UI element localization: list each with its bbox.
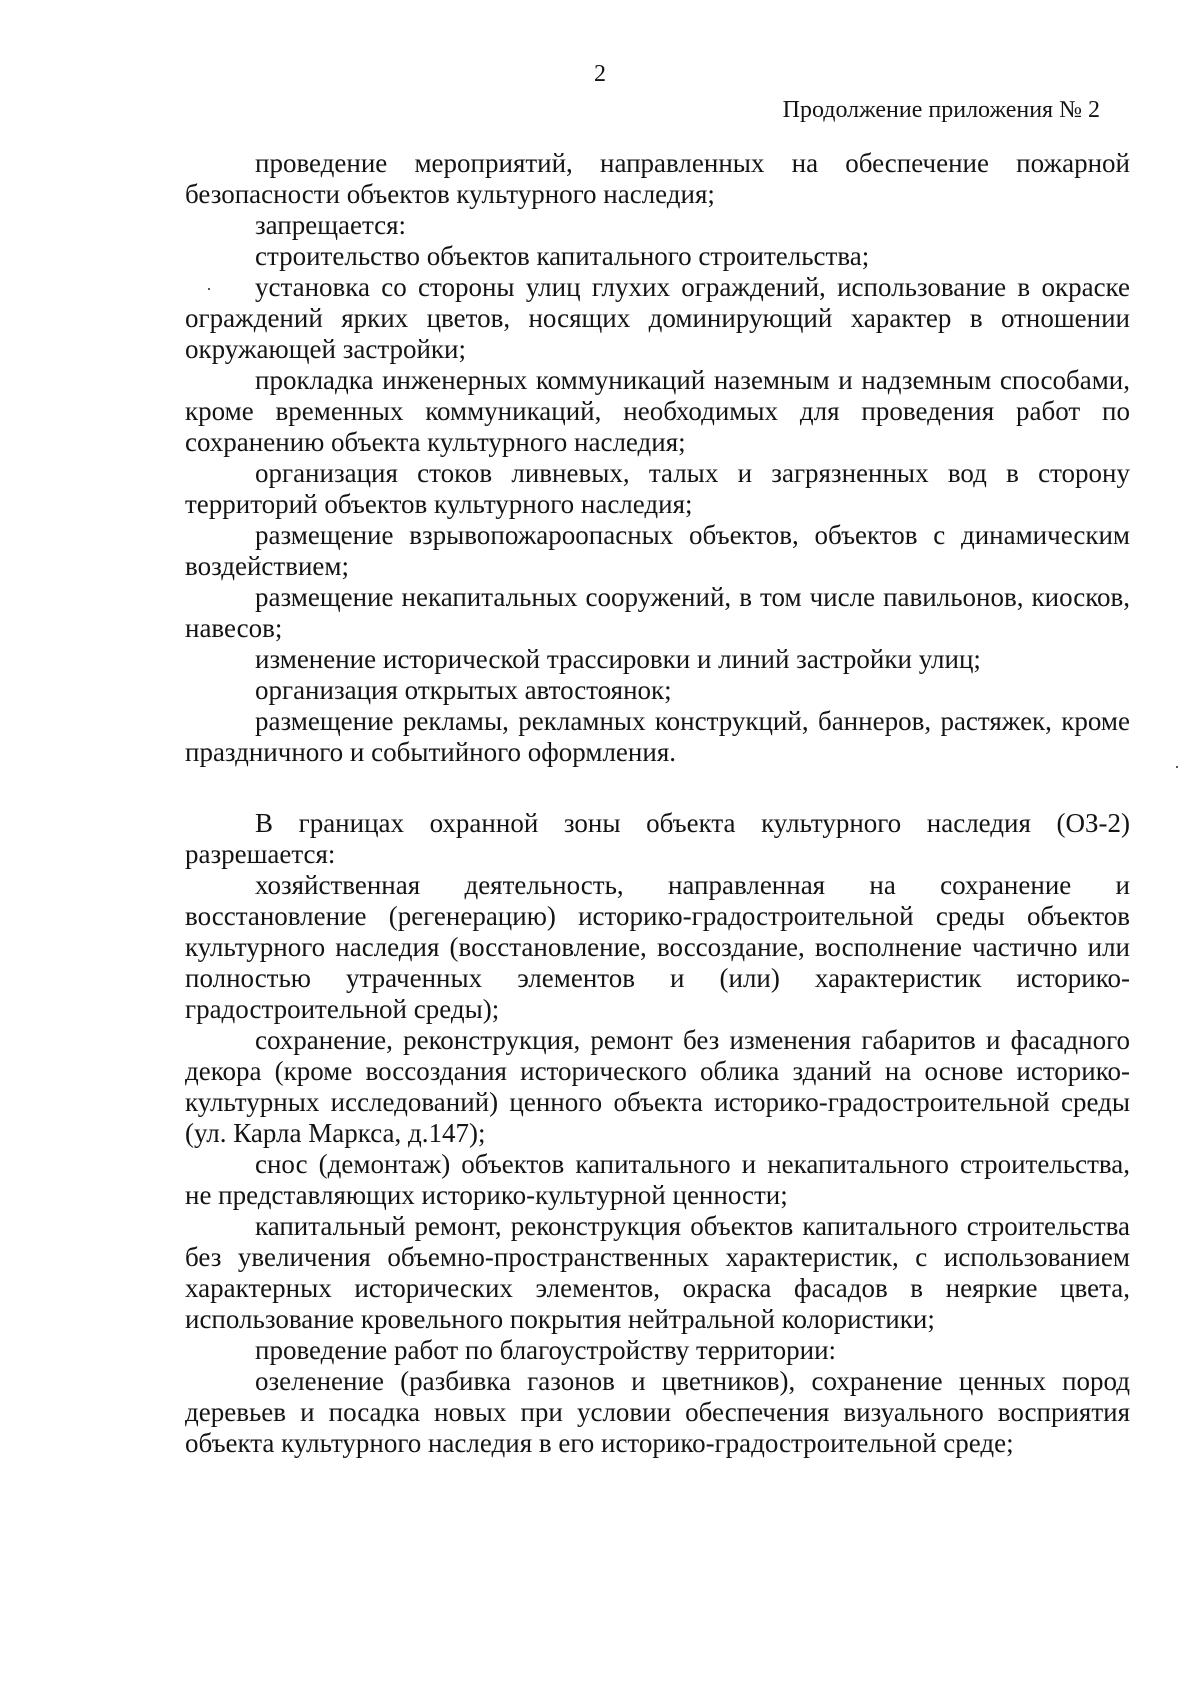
section-heading: В границах охранной зоны объекта культурного наследия (ОЗ-2) разрешается:: [185, 808, 1130, 869]
paragraph: изменение исторической трассировки и линий застройки улиц;: [255, 644, 981, 674]
paragraph: прокладка инженерных коммуникаций наземным и надземным способами, кроме временных коммуникаций, необходимых для проведения работ по сохранению объекта культурного наследия;: [185, 365, 1130, 457]
paragraph: организация открытых автостоянок;: [255, 675, 672, 705]
paragraph: хозяйственная деятельность, направленная на сохранение и восстановление (регенерацию) историко-градостроительной среды объектов культурного наследия (восстановление, воссоздание, восполнение частично или полностью утраченных элементов и (или) характеристик историко-градостроительной среды);: [185, 870, 1130, 1024]
document-body: [185, 148, 1130, 1459]
paragraph: проведение работ по благоустройству территории:: [255, 1335, 837, 1365]
paragraph: размещение взрывопожароопасных объектов, объектов с динамическим воздействием;: [185, 520, 1130, 581]
paragraph: строительство объектов капитального строительства;: [255, 241, 870, 271]
paragraph: озеленение (разбивка газонов и цветников), сохранение ценных пород деревьев и посадка новых при условии обеспечения визуального восприятия объекта культурного наследия в его историко-градостроительной среде;: [185, 1366, 1130, 1458]
paragraph: размещение некапитальных сооружений, в том числе павильонов, киосков, навесов;: [185, 582, 1130, 643]
section-spacer: [185, 768, 1130, 808]
paragraph: проведение мероприятий, направленных на обеспечение пожарной безопасности объектов культурного наследия;: [185, 148, 1130, 209]
paragraph: капитальный ремонт, реконструкция объектов капитального строительства без увеличения объемно-пространственных характеристик, с использованием характерных исторических элементов, окраска фасадов в неяркие цвета, использование кровельного покрытия нейтральной колористики;: [185, 1211, 1130, 1334]
paragraph: запрещается:: [255, 210, 407, 240]
annex-continuation-note: Продолжение приложения № 2: [782, 97, 1100, 123]
scan-speck: [208, 288, 210, 290]
paragraph: организация стоков ливневых, талых и загрязненных вод в сторону территорий объектов культурного наследия;: [185, 458, 1130, 519]
page-number: 2: [594, 61, 606, 87]
scan-speck: [1176, 766, 1178, 768]
paragraph: размещение рекламы, рекламных конструкций, баннеров, растяжек, кроме праздничного и событийного оформления.: [185, 706, 1130, 767]
paragraph: сохранение, реконструкция, ремонт без изменения габаритов и фасадного декора (кроме воссоздания исторического облика зданий на основе историко-культурных исследований) ценного объекта историко-градостроительной среды (ул. Карла Маркса, д.147);: [185, 1025, 1130, 1148]
paragraph: установка со стороны улиц глухих ограждений, использование в окраске ограждений ярких цветов, носящих доминирующий характер в отношении окружающей застройки;: [185, 272, 1130, 364]
paragraph: снос (демонтаж) объектов капитального и некапитального строительства, не представляющих историко-культурной ценности;: [185, 1149, 1130, 1210]
